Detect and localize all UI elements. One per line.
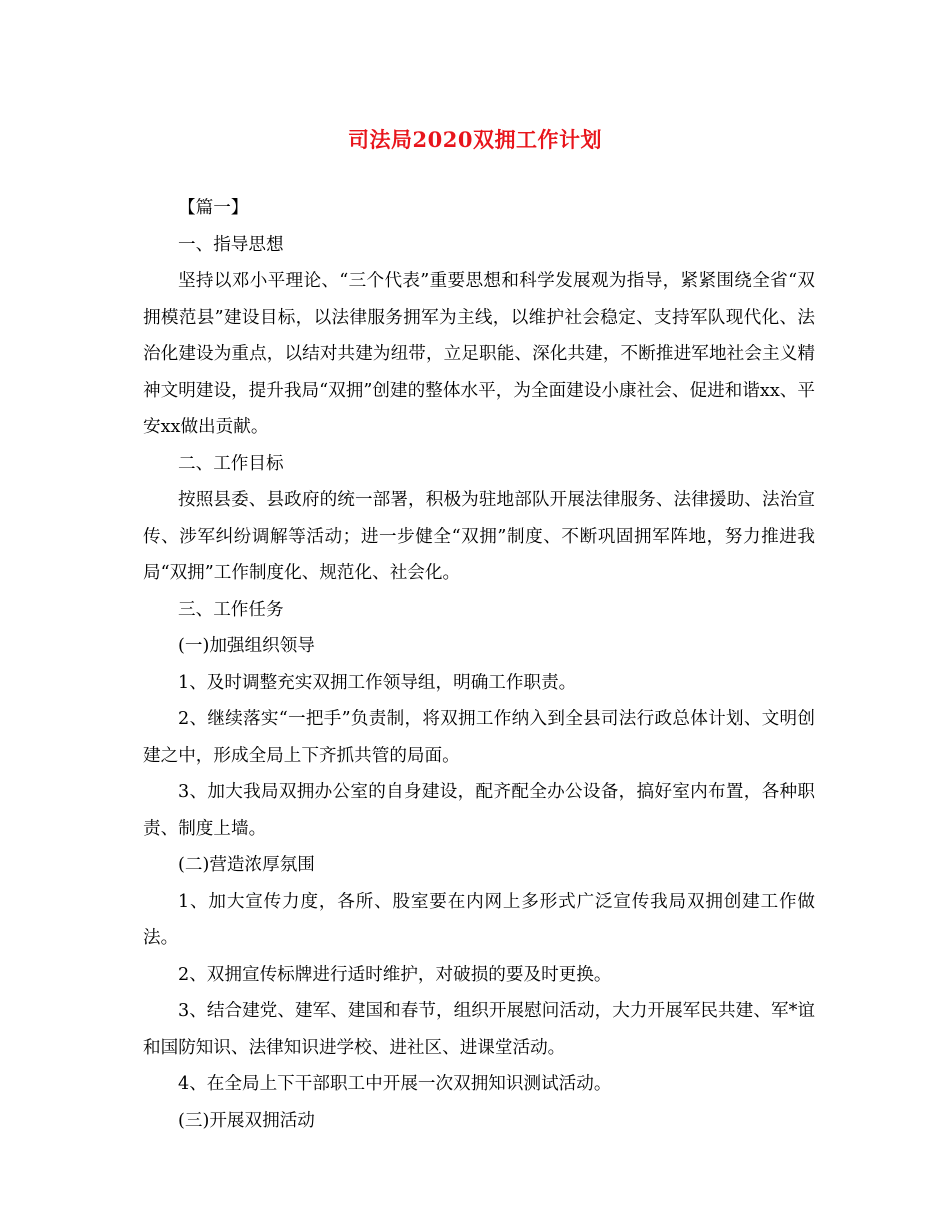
heading-work-tasks: 三、工作任务 [178, 599, 284, 620]
subheading-activities: (三)开展双拥活动 [178, 1110, 315, 1131]
list-item: 4、在全局上下干部职工中开展一次双拥知识测试活动。 [178, 1074, 612, 1094]
list-item: 2、继续落实“一把手”负责制，将双拥工作纳入到全县司法行政总体计划、文明创建之中，形成全局上下齐抓共管的局面。 [143, 709, 815, 766]
document-body [143, 190, 815, 1139]
subheading-organization: (一)加强组织领导 [178, 636, 315, 656]
subheading-atmosphere: (二)营造浓厚氛围 [178, 855, 315, 875]
heading-guiding-thought: 一、指导思想 [178, 234, 284, 255]
list-item: 1、加大宣传力度，各所、股室要在内网上多形式广泛宣传我局双拥创建工作做法。 [143, 891, 815, 948]
heading-work-goals: 二、工作目标 [178, 453, 284, 474]
document-title: 司法局2020双拥工作计划 [348, 127, 602, 152]
list-item: 3、加大我局双拥办公室的自身建设，配齐配全办公设备，搞好室内布置，各种职责、制度上墙。 [143, 782, 815, 839]
list-item: 3、结合建党、建军、建国和春节，组织开展慰问活动，大力开展军民共建、军*谊和国防知识、法律知识进学校、进社区、进课堂活动。 [143, 1001, 815, 1058]
list-item: 1、及时调整充实双拥工作领导组，明确工作职责。 [178, 672, 577, 693]
paragraph-guiding-thought: 坚持以邓小平理论、“三个代表”重要思想和科学发展观为指导，紧紧围绕全省“双拥模范县”建设目标，以法律服务拥军为主线，以维护社会稳定、支持军队现代化、法治化建设为重点，以结对共建为纽带，立足职能、深化共建，不断推进军地社会主义精神文明建设，提升我局“双拥”创建的整体水平，为全面建设小康社会、促进和谐xx、平安xx做出贡献。 [143, 271, 815, 437]
section-label: 【篇一】 [178, 198, 249, 218]
list-item: 2、双拥宣传标牌进行适时维护，对破损的要及时更换。 [178, 964, 612, 985]
paragraph-work-goals: 按照县委、县政府的统一部署，积极为驻地部队开展法律服务、法律援助、法治宣传、涉军纠纷调解等活动；进一步健全“双拥”制度、不断巩固拥军阵地，努力推进我局“双拥”工作制度化、规范化、社会化。 [143, 490, 815, 583]
